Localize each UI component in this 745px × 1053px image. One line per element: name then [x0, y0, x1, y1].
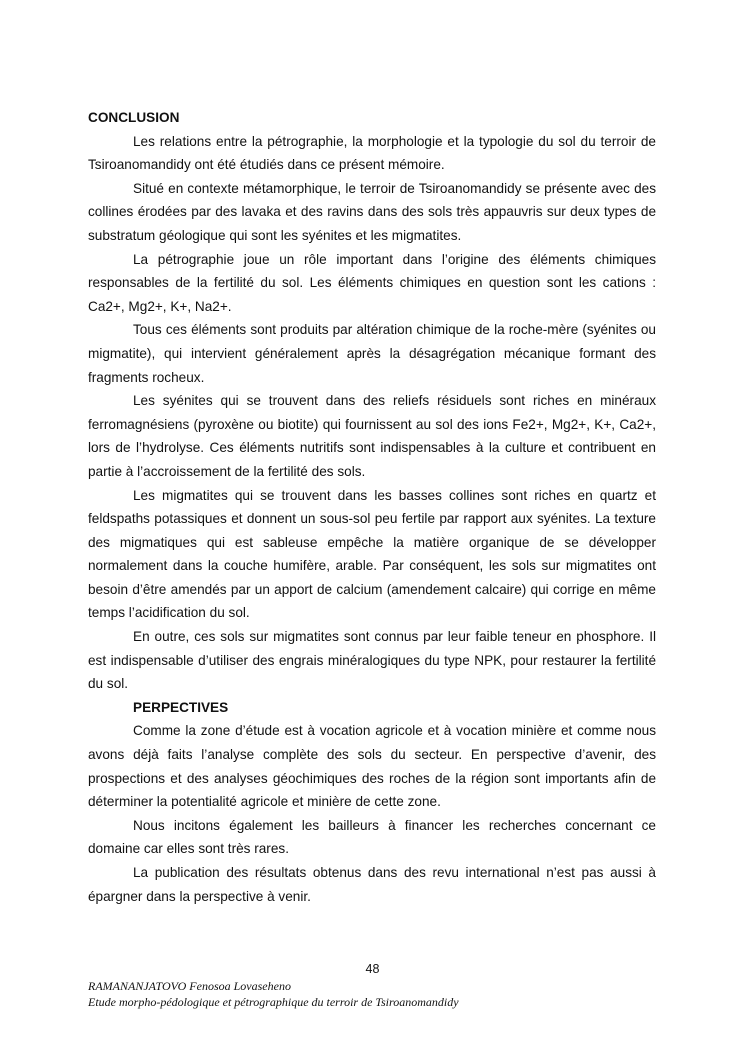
footer-title: Etude morpho-pédologique et pétrographique du terroir de Tsiroanomandidy [88, 995, 459, 1009]
conclusion-paragraph-6: Les migmatites qui se trouvent dans les basses collines sont riches en quartz et feldspaths potassiques et donnent un sous-sol peu fertile par rapport aux syénites. La texture des migmatiques qui est sableuse empêche la matière organique de se développer normalement dans la couche humifère, arable. Par conséquent, les sols sur migmatites ont besoin d’être amendés par un apport de calcium (amendement calcaire) qui corrige en même temps l’acidification du sol. [88, 487, 656, 621]
perspectives-paragraph-1: Comme la zone d’étude est à vocation agricole et à vocation minière et comme nous avons déjà faits l’analyse complète des sols du secteur. En perspective d’avenir, des prospections et des analyses géochimiques des roches de la région sont importants afin de déterminer la potentialité agricole et minière de cette zone. [88, 723, 656, 810]
conclusion-paragraph-1: Les relations entre la pétrographie, la morphologie et la typologie du sol du terroir de Tsiroanomandidy ont été étudiés dans ce présent mémoire. [88, 133, 656, 173]
conclusion-paragraph-3: La pétrographie joue un rôle important dans l’origine des éléments chimiques responsables de la fertilité du sol. Les éléments chimiques en question sont les cations : Ca2+, Mg2+, K+, Na2+. [88, 251, 656, 314]
conclusion-paragraph-4: Tous ces éléments sont produits par altération chimique de la roche-mère (syénites ou migmatite), qui intervient généralement après la désagrégation mécanique formant des fragments rocheux. [88, 322, 656, 385]
footer-author: RAMANANJATOVO Fenosoa Lovaseheno [88, 979, 291, 993]
conclusion-paragraph-7: En outre, ces sols sur migmatites sont connus par leur faible teneur en phosphore. Il est indispensable d’utiliser des engrais minéralogiques du type NPK, pour restaurer la fertilité du sol. [88, 629, 656, 692]
main-content [88, 106, 656, 908]
conclusion-paragraph-5: Les syénites qui se trouvent dans des reliefs résiduels sont riches en minéraux ferromagnésiens (pyroxène ou biotite) qui fournissent au sol des ions Fe2+, Mg2+, K+, Ca2+, lors de l’hydrolyse. Ces éléments nutritifs sont indispensables à la culture et contribuent en partie à l’accroissement de la fertilité des sols. [88, 393, 656, 479]
perspectives-heading: PERPECTIVES [133, 699, 229, 715]
conclusion-heading: CONCLUSION [88, 110, 180, 125]
page-footer [88, 978, 688, 1010]
perspectives-paragraph-2: Nous incitons également les bailleurs à financer les recherches concernant ce domaine car elles sont très rares. [88, 817, 656, 857]
page-number: 48 [365, 962, 380, 976]
conclusion-paragraph-2: Situé en contexte métamorphique, le terroir de Tsiroanomandidy se présente avec des collines érodées par des lavaka et des ravins dans des sols très appauvris sur deux types de substratum géologique qui sont les syénites et les migmatites. [88, 180, 656, 243]
perspectives-paragraph-3: La publication des résultats obtenus dans des revu international n’est pas aussi à épargner dans la perspective à venir. [88, 865, 656, 904]
